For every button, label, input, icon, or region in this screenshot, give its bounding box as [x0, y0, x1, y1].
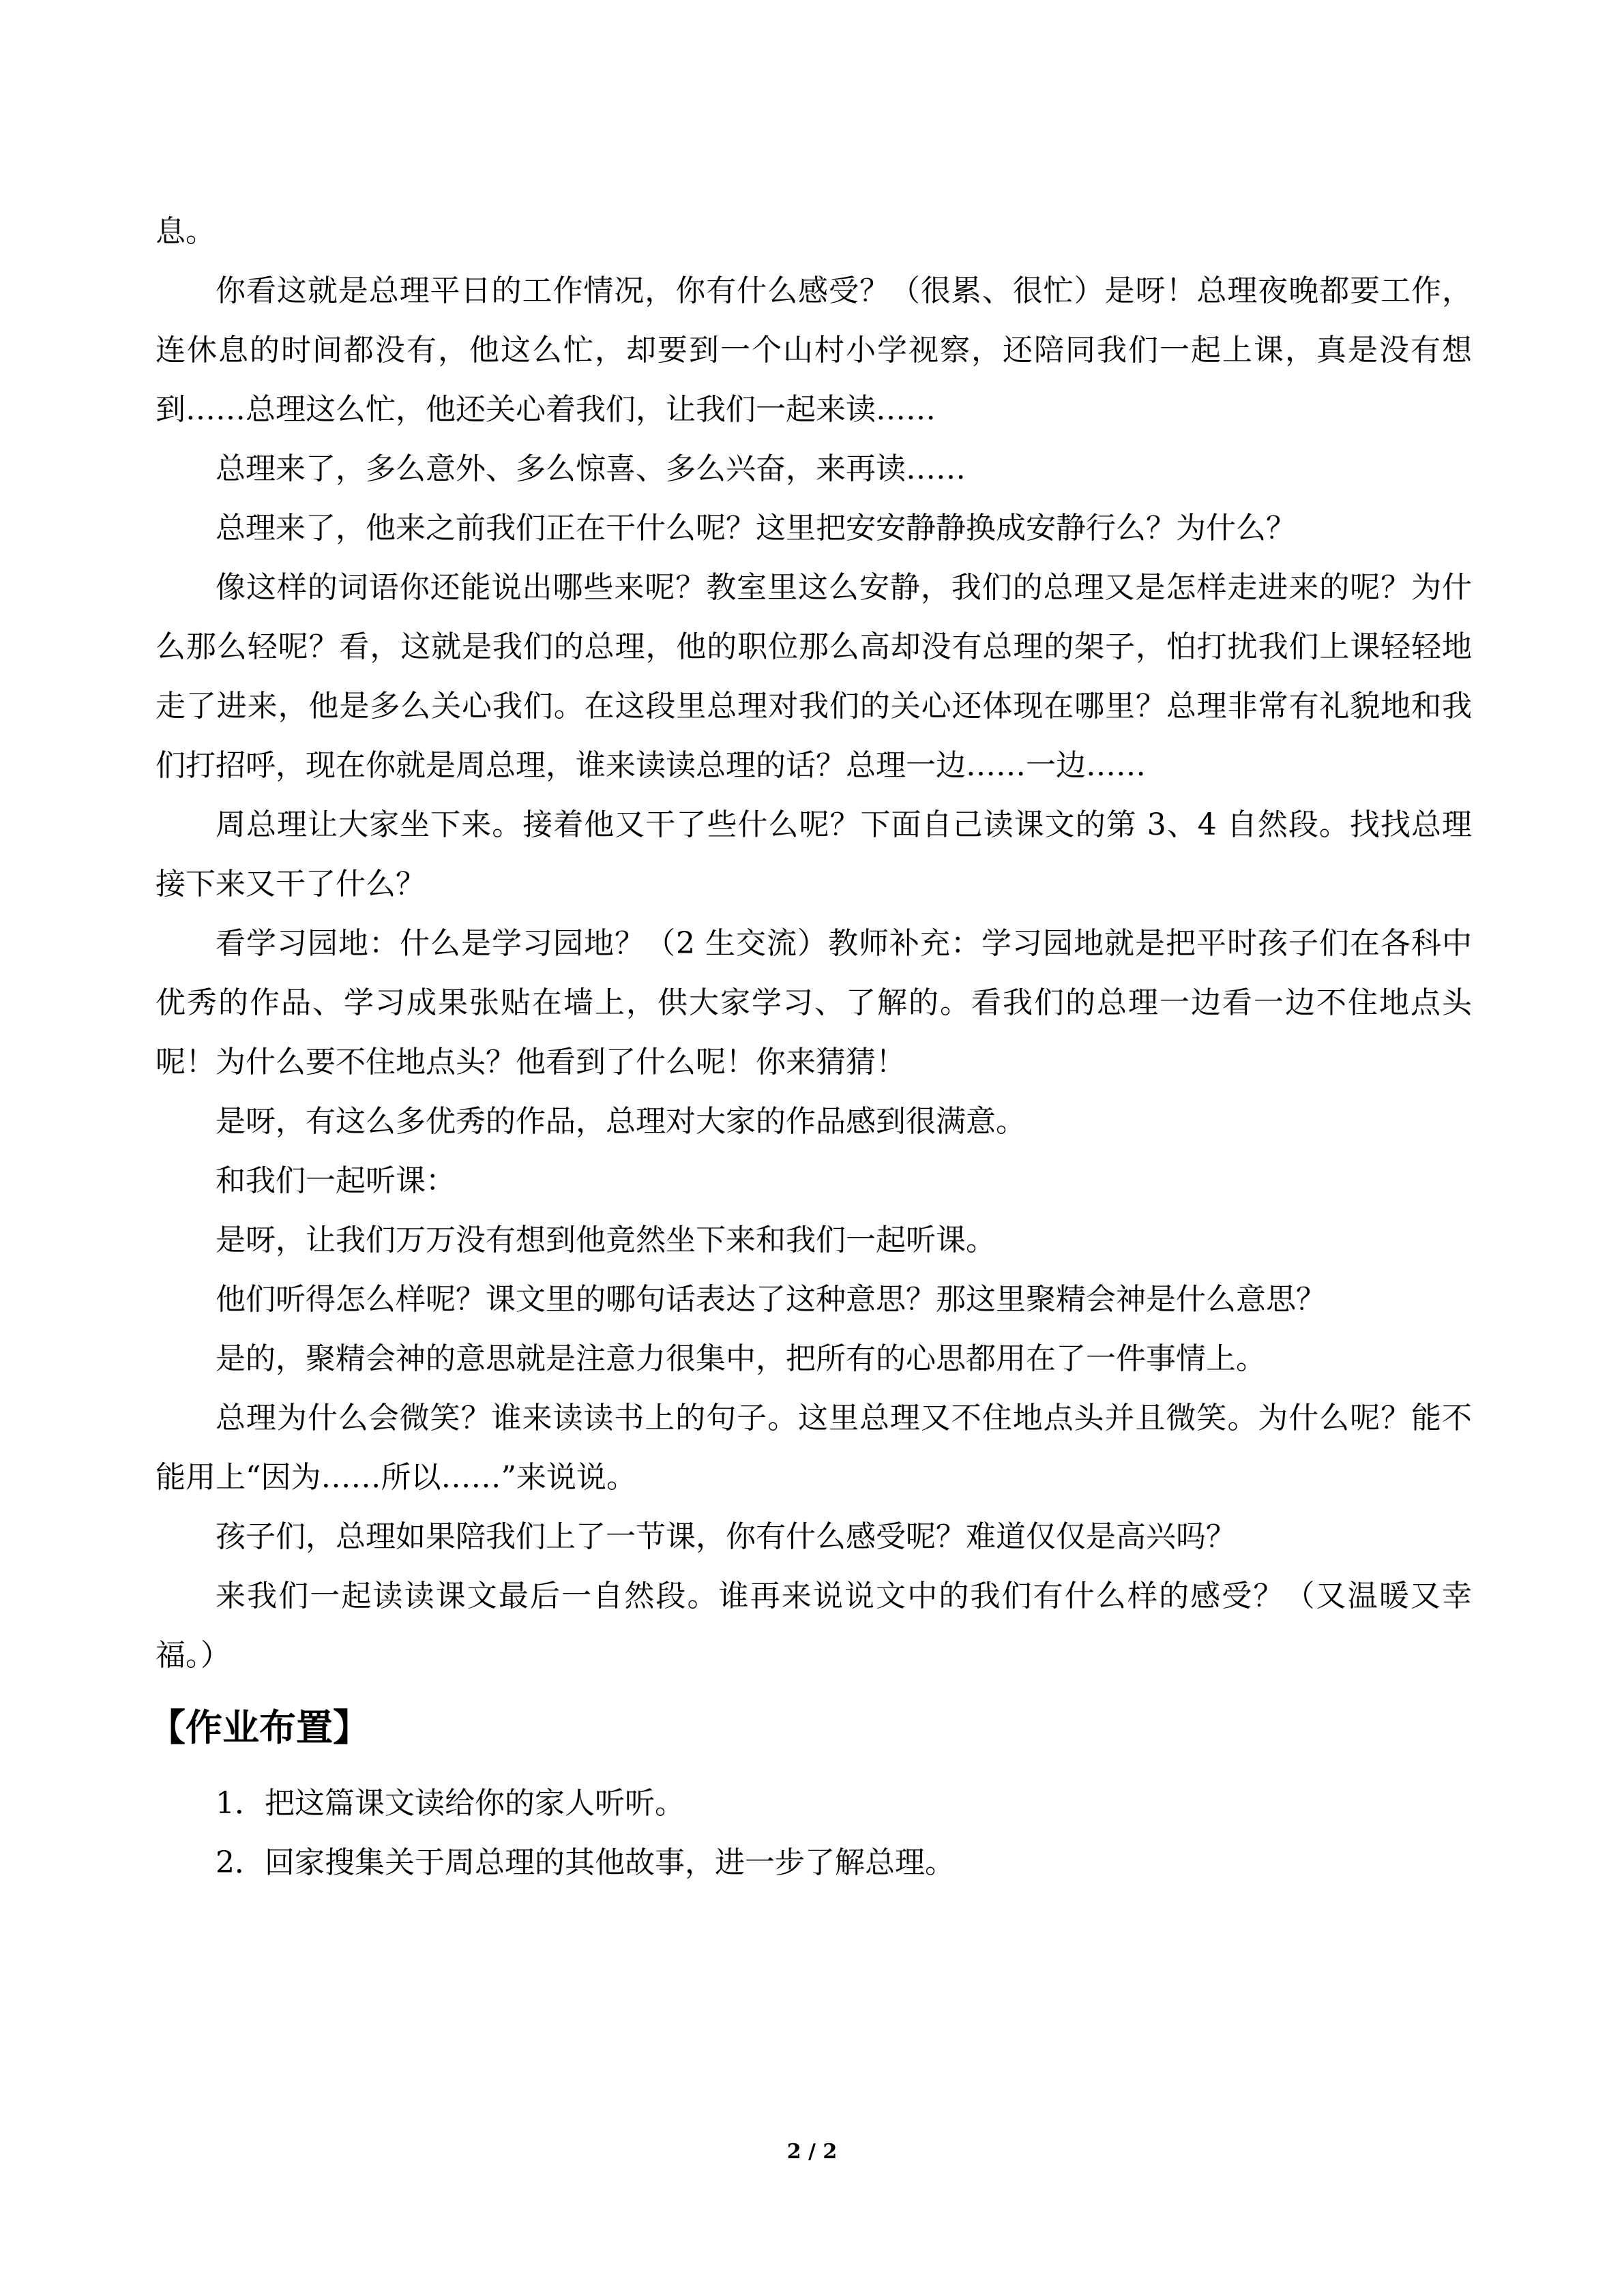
paragraph: 来我们一起读读课文最后一自然段。谁再来说说文中的我们有什么样的感受？（又温暖又幸福。）	[156, 1579, 1472, 1673]
homework-heading: 【作业布置】	[149, 1706, 370, 1749]
paragraph: 是呀，让我们万万没有想到他竟然坐下来和我们一起听课。	[216, 1223, 996, 1257]
paragraph: 是呀，有这么多优秀的作品，总理对大家的作品感到很满意。	[216, 1104, 1026, 1139]
document-body	[149, 202, 1472, 1892]
paragraph: 和我们一起听课：	[216, 1163, 456, 1198]
homework-item: 2．回家搜集关于周总理的其他故事，进一步了解总理。	[216, 1845, 955, 1880]
paragraph: 你看这就是总理平日的工作情况，你有什么感受？（很累、很忙）是呀！总理夜晚都要工作，连休息的时间都没有，他这么忙，却要到一个山村小学视察，还陪同我们一起上课，真是没有想到……总理这么忙，他还关心着我们，让我们一起来读……	[156, 273, 1472, 427]
paragraph: 总理来了，多么意外、多么惊喜、多么兴奋，来再读……	[216, 451, 966, 486]
homework-item: 1．把这篇课文读给你的家人听听。	[216, 1786, 685, 1821]
page-number: 2 / 2	[786, 2140, 838, 2164]
paragraph: 像这样的词语你还能说出哪些来呢？教室里这么安静，我们的总理又是怎样走进来的呢？为什么那么轻呢？看，这就是我们的总理，他的职位那么高却没有总理的架子，怕打扰我们上课轻轻地走了进来，他是多么关心我们。在这段里总理对我们的关心还体现在哪里？总理非常有礼貌地和我们打招呼，现在你就是周总理，谁来读读总理的话？总理一边……一边……	[156, 570, 1472, 783]
paragraph: 总理来了，他来之前我们正在干什么呢？这里把安安静静换成安静行么？为什么？	[216, 511, 1296, 546]
paragraph: 是的，聚精会神的意思就是注意力很集中，把所有的心思都用在了一件事情上。	[216, 1341, 1266, 1376]
paragraph: 孩子们，总理如果陪我们上了一节课，你有什么感受呢？难道仅仅是高兴吗？	[216, 1519, 1236, 1554]
paragraph: 看学习园地：什么是学习园地？（2 生交流）教师补充：学习园地就是把平时孩子们在各科中优秀的作品、学习成果张贴在墙上，供大家学习、了解的。看我们的总理一边看一边不住地点头呢！为什么要不住地点头？他看到了什么呢！你来猜猜！	[156, 926, 1472, 1079]
paragraph: 周总理让大家坐下来。接着他又干了些什么呢？下面自己读课文的第 3、4 自然段。找找总理接下来又干了什么？	[156, 807, 1472, 901]
paragraph: 他们听得怎么样呢？课文里的哪句话表达了这种意思？那这里聚精会神是什么意思？	[216, 1282, 1326, 1317]
paragraph: 总理为什么会微笑？谁来读读书上的句子。这里总理又不住地点头并且微笑。为什么呢？能不能用上“因为……所以……”来说说。	[156, 1401, 1472, 1495]
paragraph-continuation: 息。	[156, 214, 216, 249]
